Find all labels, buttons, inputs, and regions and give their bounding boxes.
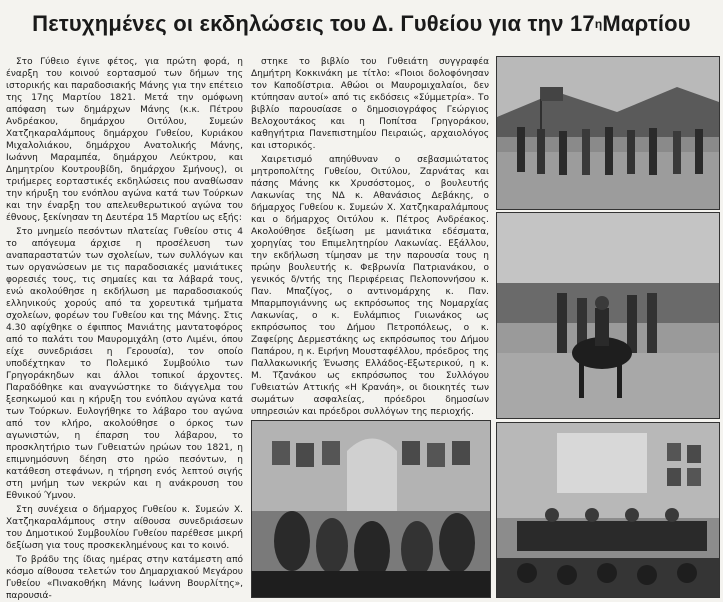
headline-text: Πετυχημένες οι εκδηλώσεις του Δ. Γυθείου για την 17	[32, 11, 595, 36]
paragraph: Στο μνημείο πεσόντων πλατείας Γυθείου στις 4 το απόγευμα άρχισε η προσέλευση των αναπαραστατών των σχολείων, των συλλόγων και των οργανώσεων με τις παραδοσιακές μανιάτικες φορεσιές τους, τις σημαίες και τα λάβαρά τους, ενώ ακολούθησε η εκδήλωση με παραδοσιακούς ελληνικούς χορούς από τα χορευτικά τμήματα σχολείων, φορέων του Γυθείου και της Μάνης. Στις 4.30 αφίχθηκε ο έφιππος Μανιάτης μαντατοφόρος από το παλάτι του Μαυρομιχάλη (στο Λιμένι, όπου είχε συνεδριάσει η Γερουσία), τον οποίο υποδέχτηκαν το Πολεμικό Συμβούλιο των Γρηγοράκηδων και άλλοι τοπικοί άρχοντες. Παραδόθηκε και αναγνώστηκε το διάγγελμα του ξεσηκωμού και η κήρυξη του ενόπλου αγώνα κατά των Τούρκων. Ευλογήθηκε το λάβαρο του αγώνα από τον κλήρο, ακολούθησε ο όρκος των αγωνιστών, η έπαρση του λάβαρου, το προσκλητήριο των Γυθειατών ηρώων του 1821, η επιμνημόσυνη δέηση στο ηρώο πεσόντων, η κατάθεση στεφάνων, η τήρηση ενός λεπτού σιγής στη μνήμη των νεκρών και η ανάκρουση του Εθνικού Ύμνου.	[6, 227, 243, 501]
photo-book-presentation	[496, 422, 720, 598]
paragraph: στηκε το βιβλίο του Γυθειάτη συγγραφέα Δημήτρη Κοκκινάκη με τίτλο: «Ποιοι δολοφόνησαν τον Καποδίστρια. Αθώοι οι Μαυρομιχαλαίοι, δεν κτύπησαν αυτοί» από τις εκδόσεις «Σύμμετρία». Το βιβλίο παρουσίασε ο δημοσιογράφος Γεώργιος Βελοχουτάκος και η Ποπίτσα Γρηγοράκου, καθηγήτρια Πανεπιστημίου Πειραιώς, αρχαιολόγος και ιστορικός.	[251, 57, 489, 151]
article-column-1	[6, 56, 243, 601]
paragraph: Το βράδυ της ίδιας ημέρας στην κατάμεστη από κόσμο αίθουσα τελετών του Δημαρχιακού Μεγάρου Γυθείου «Πινακοθήκη Μάνης Ιωάννη Βουρλίτης», παρουσιά-	[6, 555, 243, 601]
photo-procession	[496, 56, 720, 210]
photo-horse-rider	[496, 212, 720, 419]
paragraph: Χαιρετισμό απηύθυναν ο σεβασμιώτατος μητροπολίτης Γυθείου, Οιτύλου, Ζαρνάτας και πάσης Μάνης κκ Χρυσόστομος, ο βουλευτής Λακωνίας της ΝΔ κ. Αθανάσιος Δεβάκης, ο δήμαρχος Γυθείου κ. Συμεών Χ. Χατζηκαραλάμπους και ο δήμαρχος Οιτύλου κ. Πέτρος Ανδρέακος. Ακολούθησε δεξίωση με μανιάτικα εδέσματα, χορηγίας του Επιμελητηρίου Λακωνίας. Εξάλλου, την εκδήλωση τίμησαν με την παρουσία τους η πρώην βουλευτής κ. Φεβρωνία Πατριανάκου, ο γενικός δ/ντής της Περιφέρειας Πελοποννήσου κ. Παν. Μπαζίγος, ο αντινομάρχης κ. Παν. Μπαρμπογιάννης ως εκπρόσωπος της Νομαρχίας Λακωνίας, ο κ. Ευλάμπιος Γυιωνάκος ως εκπρόσωπος του Δήμου Πετροπόλεως, ο κ. Ζαφείρης Δερμεστάκης ως εκπρόσωπος του Δήμου Παπάρου, η κ. Ειρήνη Μουσταφέλλου, πρόεδρος της Παλλακωνικής Ένωσης Ελλάδος-Εξωτερικού, η κ. Μ. Τζανάκου ως εκπρόσωπος του Συλλόγου Γυθειατών Αττικής «Η Κρανάη», οι διοικητές των σωμάτων ασφαλείας, πρόεδροι δημοσίων υπηρεσιών και πρόεδροι συλλόγων της περιοχής.	[251, 155, 489, 417]
paragraph: Στο Γύθειο έγινε φέτος, για πρώτη φορά, η έναρξη του κοινού εορτασμού των δήμων της ιστορικής και παραδοσιακής Μάνης για την επέτειο της 17ης Μαρτίου 1821. Μετά την ομόφωνη απόφαση των δημάρχων Μάνης (κ.κ. Πέτρου Ανδρέακου, δημάρχου Οιτύλου, Συμεών Χατζηκαραλάμπους δημάρχου Γυθείου, Κυριάκου Μιχαλολιάκου, δημάρχου Ανατολικής Μάνης, Ιωάννη Μαραμπέα, δημάρχου Λεύκτρου, και Δημητρίου Κουτρουβίδη, δημάρχου Σμήνους), οι τριήμερες εορταστικές εκδηλώσεις που αναθίωσαν την κήρυξη του ενόπλου αγώνα κατά των Τούρκων και την έναρξη του απελευθερωτικού αγώνα του έθνους, ξεκίνησαν τη Δευτέρα 15 Μαρτίου ως εξής:	[6, 57, 243, 223]
article-headline	[0, 0, 723, 48]
headline-ordinal: η	[594, 17, 603, 31]
article-column-2	[251, 56, 489, 417]
photo-gallery-crowd	[251, 420, 491, 598]
paragraph: Στη συνέχεια ο δήμαρχος Γυθείου κ. Συμεών Χ. Χατζηκαραλάμπους στην αίθουσα συνεδριάσεων του Δημοτικού Συμβουλίου Γυθείου παρέθεσε μικρή δεξίωση για τους προσκεκλημένους και το κοινό.	[6, 505, 243, 551]
headline-text-end: Μαρτίου	[602, 11, 691, 36]
